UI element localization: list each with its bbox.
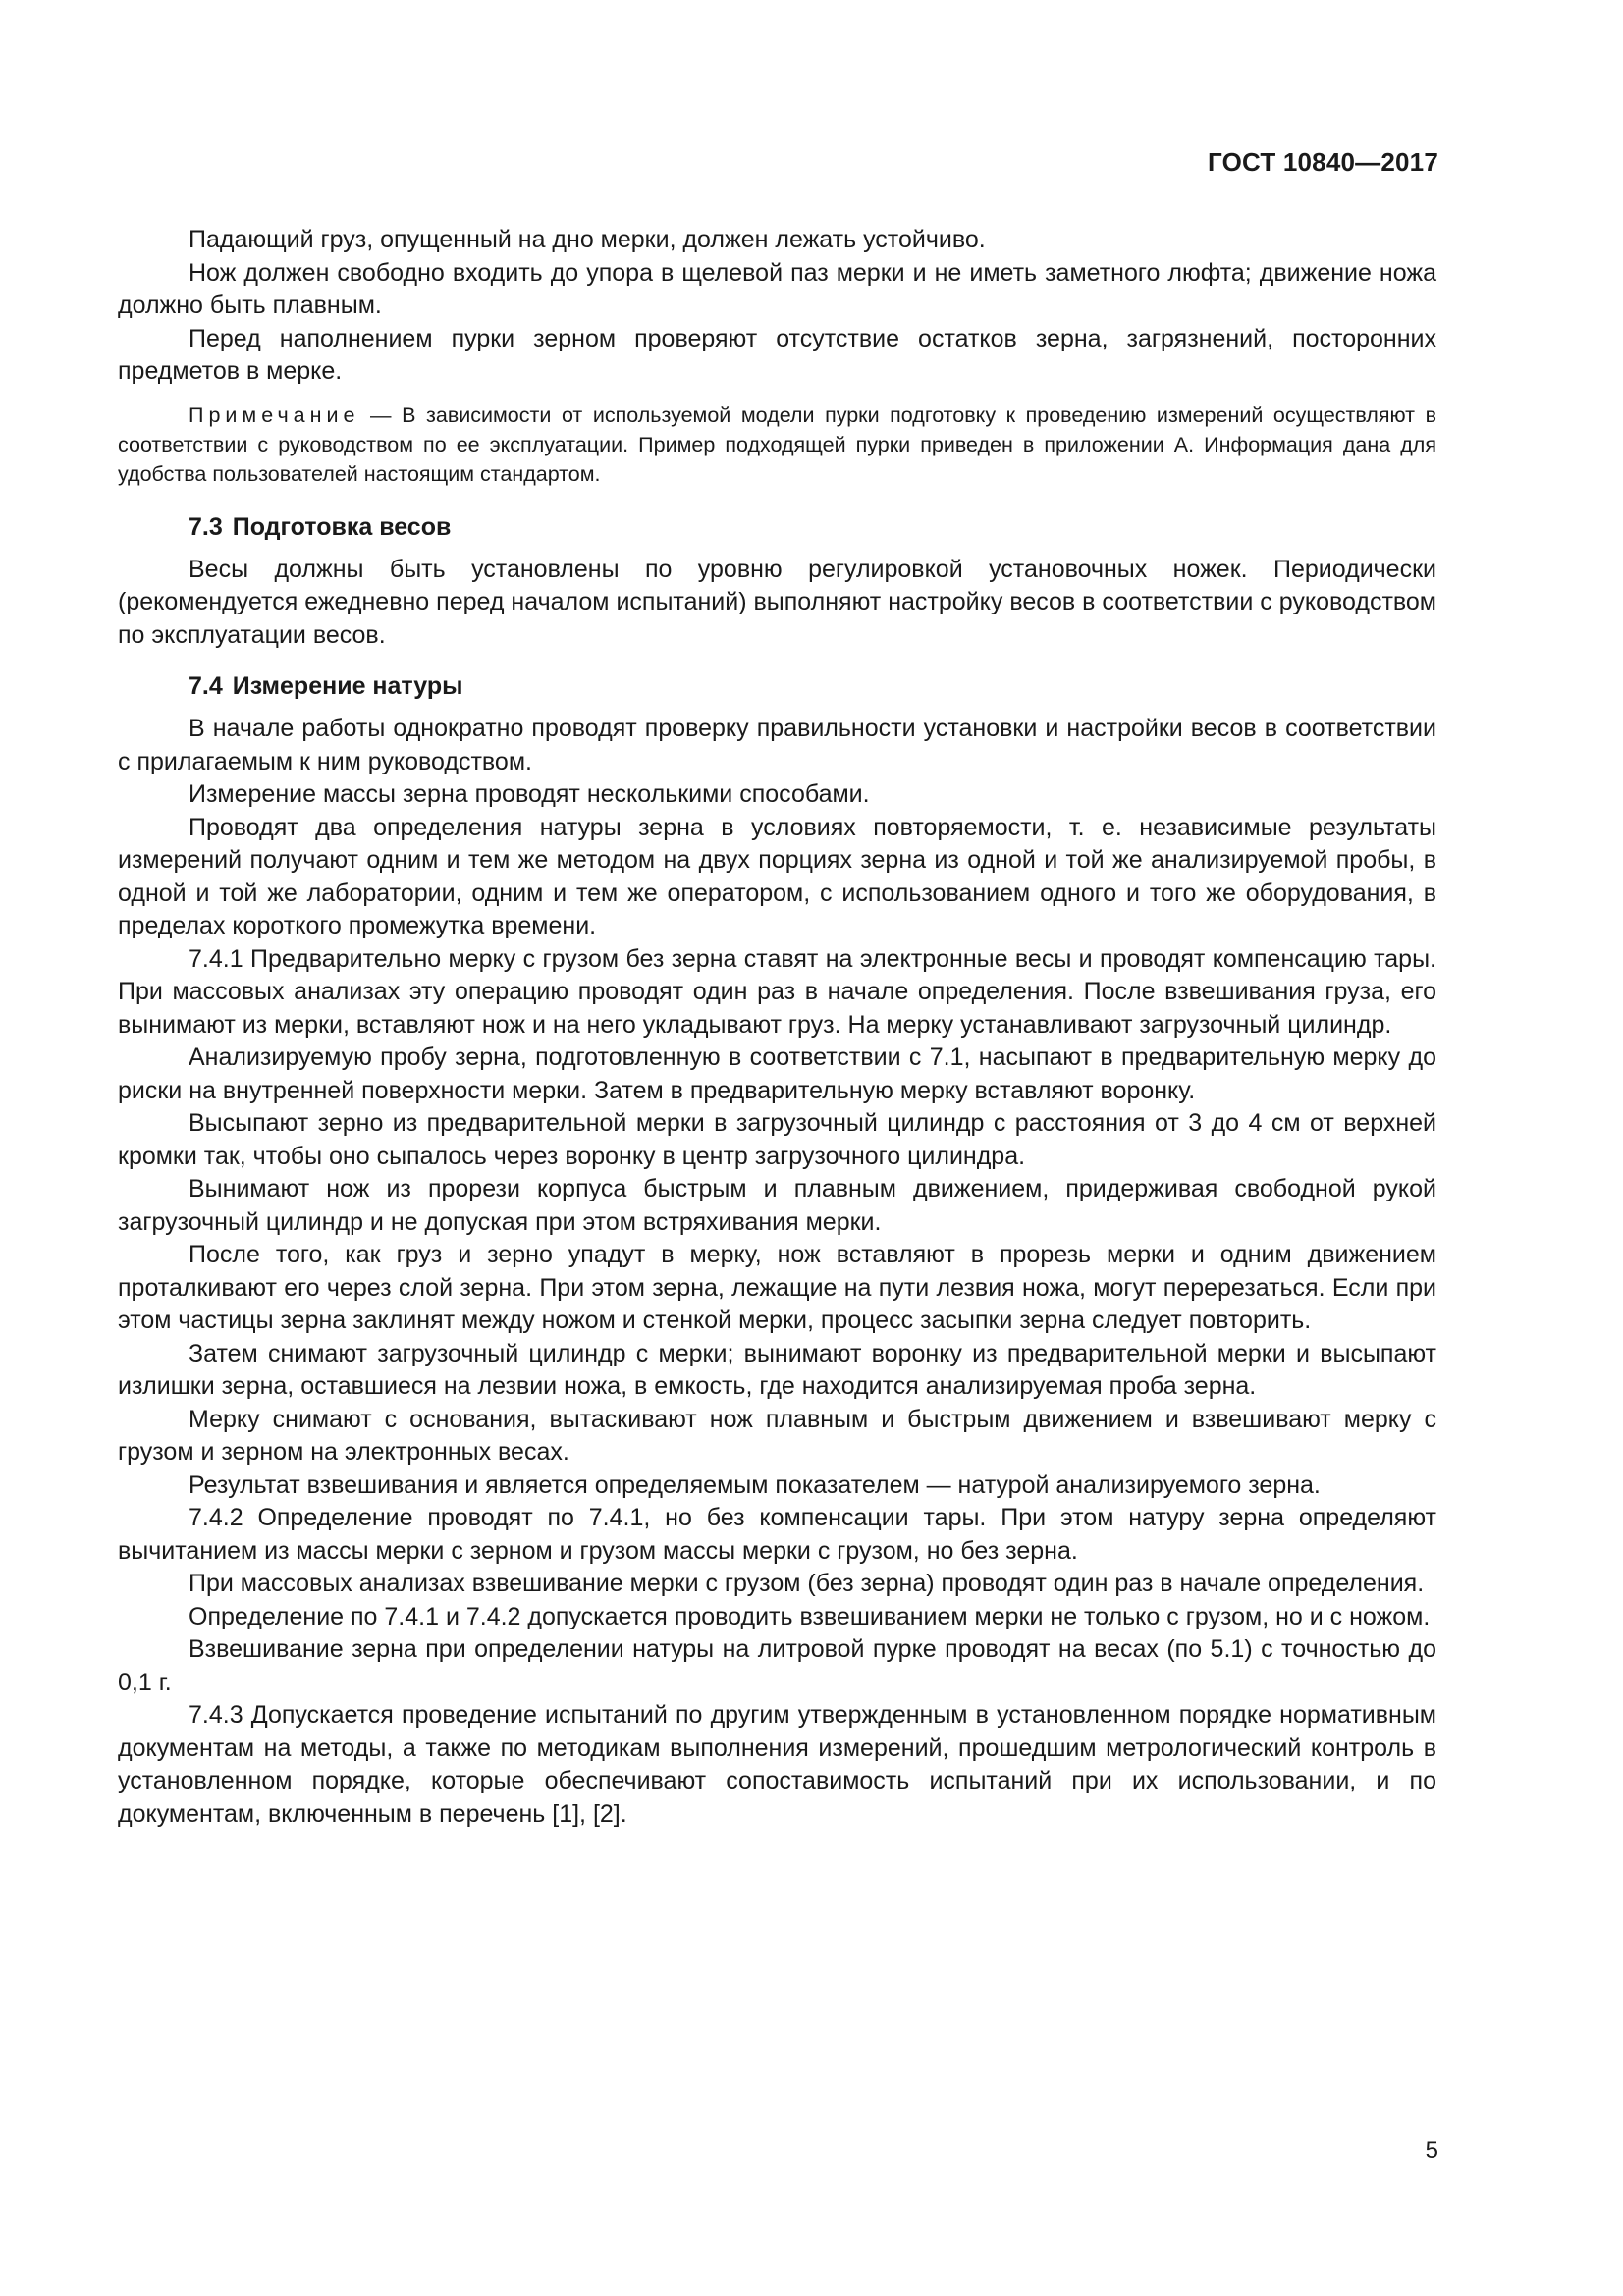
section-paragraph: После того, как груз и зерно упадут в мерку, нож вставляют в прорезь мерки и одним движением проталкивают его через слой зерна. При этом зерна, лежащие на пути лезвия ножа, могут перерезаться. Если при этом частицы зерна заклинят между ножом и стенкой мерки, процесс засыпки зерна следует повторить. bbox=[118, 1241, 1436, 1334]
section-paragraph: Анализируемую пробу зерна, подготовленную в соответствии с 7.1, насыпают в предварительную мерку до риски на внутренней поверхности мерки. Затем в предварительную мерку вставляют воронку. bbox=[118, 1043, 1436, 1104]
section-paragraph: При массовых анализах взвешивание мерки с грузом (без зерна) проводят один раз в начале определения. bbox=[189, 1570, 1425, 1597]
section-paragraph: Проводят два определения натуры зерна в условиях повторяемости, т. е. независимые результаты измерений получают одним и тем же методом на двух порциях зерна из одной и той же анализируемой пробы, в одной и той же лаборатории, одним и тем же оператором, с использованием одного и того же оборудования, в пределах короткого промежутка времени. bbox=[118, 813, 1436, 939]
note-text: — В зависимости от используемой модели пурки подготовку к проведению измерений осуществляют в соответствии с руководством по ее эксплуатации. Пример подходящей пурки приведен в приложении А. Информация дана для удобства пользователей настоящим стандартом. bbox=[118, 402, 1436, 486]
intro-paragraph: Нож должен свободно входить до упора в щелевой паз мерки и не иметь заметного люфта; движение ножа должно быть плавным. bbox=[118, 258, 1436, 319]
intro-paragraph: Падающий груз, опущенный на дно мерки, должен лежать устойчиво. bbox=[189, 226, 986, 253]
section-paragraph: Весы должны быть установлены по уровню регулировкой установочных ножек. Периодически (рекомендуется ежедневно перед началом испытаний) выполняют настройку весов в соответствии с руководством по эксплуатации весов. bbox=[118, 555, 1436, 649]
section-heading-7-4 bbox=[118, 669, 1436, 703]
section-paragraph: Затем снимают загрузочный цилиндр с мерки; вынимают воронку из предварительной мерки и высыпают излишки зерна, оставшиеся на лезвии ножа, в емкость, где находится анализируемая проба зерна. bbox=[118, 1339, 1436, 1400]
section-number: 7.4 bbox=[189, 672, 223, 700]
section-paragraph: Вынимают нож из прорези корпуса быстрым и плавным движением, придерживая свободной рукой загрузочный цилиндр и не допуская при этом встряхивания мерки. bbox=[118, 1175, 1436, 1236]
section-paragraph: Определение по 7.4.1 и 7.4.2 допускается проводить взвешиванием мерки не только с грузом, но и с ножом. bbox=[189, 1602, 1431, 1630]
page-number: 5 bbox=[1425, 2137, 1438, 2163]
section-paragraph: 7.4.1 Предварительно мерку с грузом без зерна ставят на электронные весы и проводят компенсацию тары. При массовых анализах эту операцию проводят один раз в начале определения. После взвешивания груза, его вынимают из мерки, вставляют нож и на него укладывают груз. На мерку устанавливают загрузочный цилиндр. bbox=[118, 944, 1436, 1039]
intro-paragraph: Перед наполнением пурки зерном проверяют отсутствие остатков зерна, загрязнений, посторонних предметов в мерке. bbox=[118, 324, 1436, 385]
section-title: Подготовка весов bbox=[232, 512, 452, 541]
section-paragraph: Измерение массы зерна проводят несколькими способами. bbox=[189, 780, 870, 808]
section-paragraph: Взвешивание зерна при определении натуры на литровой пурке проводят на весах (по 5.1) с точностью до 0,1 г. bbox=[118, 1635, 1436, 1696]
section-paragraph: 7.4.2 Определение проводят по 7.4.1, но без компенсации тары. При этом натуру зерна определяют вычитанием из массы мерки с зерном и грузом массы мерки с грузом, но без зерна. bbox=[118, 1504, 1436, 1565]
note-label: Примечание bbox=[189, 402, 360, 427]
note bbox=[118, 400, 1436, 489]
document-body bbox=[118, 224, 1436, 1831]
standard-designation: ГОСТ 10840—2017 bbox=[1208, 147, 1438, 177]
section-paragraph: Мерку снимают с основания, вытаскивают нож плавным и быстрым движением и взвешивают мерку с грузом и зерном на электронных весах. bbox=[118, 1405, 1436, 1466]
section-number: 7.3 bbox=[189, 512, 223, 541]
section-paragraph: В начале работы однократно проводят проверку правильности установки и настройки весов в соответствии с прилагаемым к ним руководством. bbox=[118, 715, 1436, 775]
section-heading-7-3 bbox=[118, 510, 1436, 544]
section-paragraph: 7.4.3 Допускается проведение испытаний по другим утвержденным в установленном порядке нормативным документам на методы, а также по методикам выполнения измерений, прошедшим метрологический контроль в установленном порядке, которые обеспечивают сопоставимость испытаний при их использовании, и по документам, включенным в перечень [1], [2]. bbox=[118, 1701, 1436, 1828]
section-paragraph: Высыпают зерно из предварительной мерки в загрузочный цилиндр с расстояния от 3 до 4 см от верхней кромки так, чтобы оно сыпалось через воронку в центр загрузочного цилиндра. bbox=[118, 1109, 1436, 1170]
section-title: Измерение натуры bbox=[232, 672, 463, 700]
section-paragraph: Результат взвешивания и является определяемым показателем — натурой анализируемого зерна. bbox=[189, 1470, 1321, 1499]
